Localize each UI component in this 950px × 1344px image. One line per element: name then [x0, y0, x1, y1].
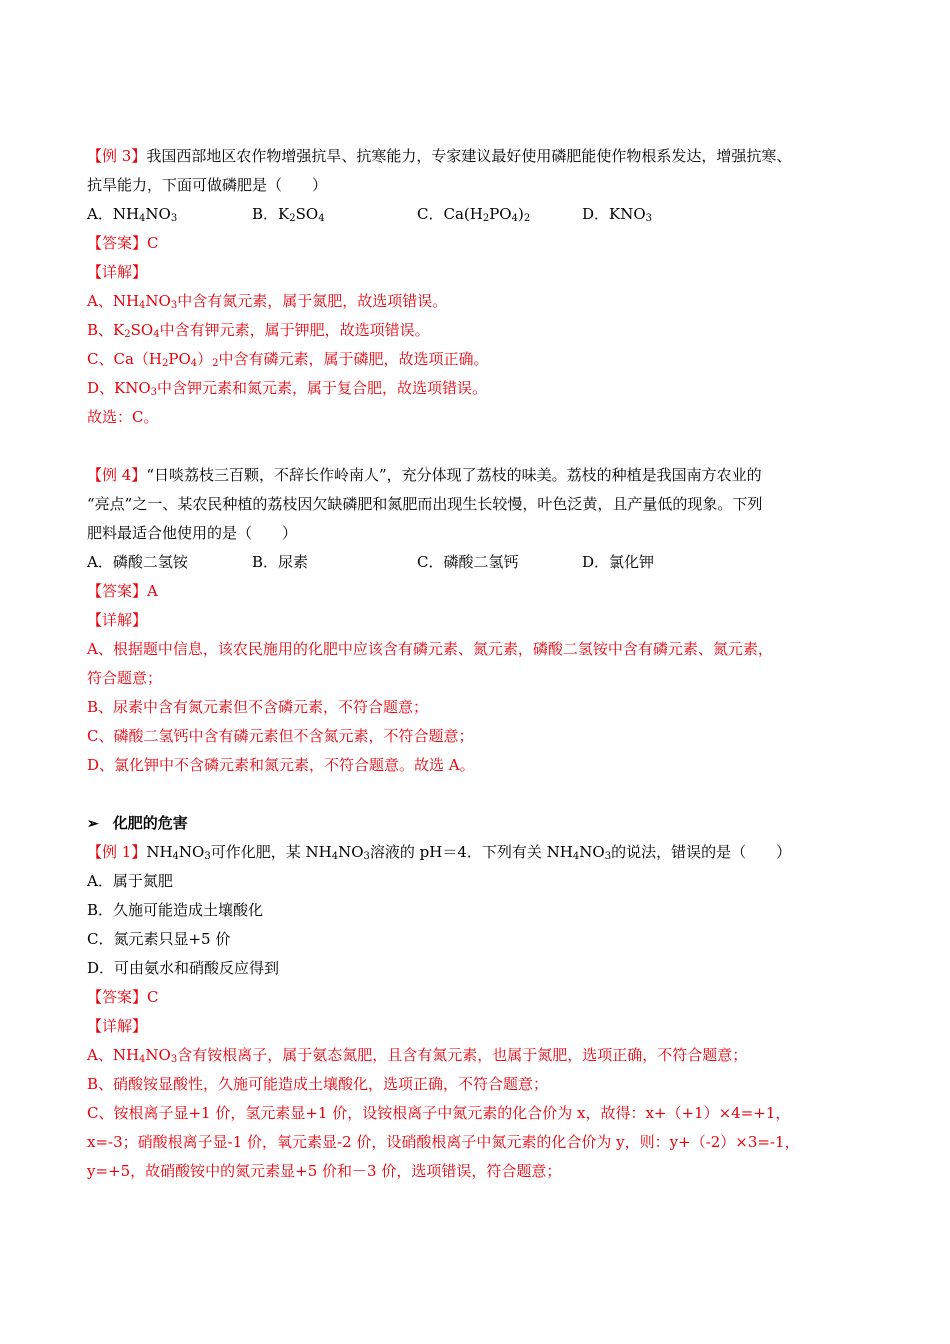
- ex4-detail-a-line1: A、根据题中信息，该农民施用的化肥中应该含有磷元素、氮元素，磷酸二氢铵中含有磷元素、氮元素，: [87, 640, 773, 658]
- ex1-question: 【例 1】$NH_4NO_3$可作化肥，某 $NH_4NO_3$溶液的 pH＝4．下列有关 $NH_4NO_3$的说法，错误的是（ ）: [87, 843, 792, 862]
- ex3-detail-a: A、$NH_4NO_3$中含有氮元素，属于氮肥，故选项错误。: [87, 292, 448, 311]
- ex1-detail-b: B、硝酸铵显酸性，久施可能造成土壤酸化，选项正确，不符合题意；: [87, 1075, 549, 1093]
- ex1-option-c: C．氮元素只显+5 价: [87, 930, 231, 948]
- ex1-option-b: B．久施可能造成土壤酸化: [87, 901, 264, 919]
- ex4-option-c: C．磷酸二氢钙: [417, 553, 519, 571]
- ex3-option-b: B．$K_2SO_4$: [252, 205, 325, 224]
- ex3-detail-d: D、$KNO_3$中含钾元素和氮元素，属于复合肥，故选项错误。: [87, 379, 488, 398]
- ex1-answer: 【答案】C: [87, 988, 159, 1006]
- section-heading: [87, 813, 188, 834]
- ex1-option-d: D．可由氨水和硝酸反应得到: [87, 959, 280, 977]
- ex1-option-a: A．属于氮肥: [87, 872, 173, 890]
- ex4-detail-c: C、磷酸二氢钙中含有磷元素但不含氮元素，不符合题意；: [87, 727, 474, 745]
- ex4-option-b: B．尿素: [252, 553, 309, 571]
- arrow-bullet-icon: ➢: [87, 816, 99, 832]
- ex3-option-c: C．$Ca(H_2PO_4)_2$: [417, 205, 531, 224]
- ex4-tag: 【例 4】: [87, 466, 147, 484]
- ex4-detail-a-line2: 符合题意；: [87, 669, 163, 687]
- ex4-answer: 【答案】A: [87, 582, 158, 600]
- ex3-question-line2: 抗旱能力，下面可做磷肥是（ ）: [87, 176, 328, 194]
- ex4-option-d: D．氯化钾: [582, 553, 655, 571]
- ex4-question-line1: 【例 4】“日啖荔枝三百颗，不辞长作岭南人”，充分体现了荔枝的味美。荔枝的种植是我国南方农业的: [87, 466, 762, 484]
- ex1-detail-c-line2: x=-3；硝酸根离子显-1 价，氧元素显-2 价，设硝酸根离子中氮元素的化合价为 y，则：y+（-2）×3=-1，: [87, 1133, 800, 1151]
- ex4-detail-tag: 【详解】: [87, 611, 148, 629]
- ex3-conclusion: 故选：C。: [87, 408, 159, 426]
- ex4-option-a: A．磷酸二氢铵: [87, 553, 188, 571]
- ex1-detail-a: A、$NH_4NO_3$含有铵根离子，属于氨态氮肥，且含有氮元素，也属于氮肥，选项正确，不符合题意；: [87, 1046, 748, 1065]
- ex3-question-line1: 【例 3】我国西部地区农作物增强抗旱、抗寒能力，专家建议最好使用磷肥能使作物根系发达，增强抗寒、: [87, 147, 792, 165]
- ex4-detail-d: D、氯化钾中不含磷元素和氮元素，不符合题意。故选 A。: [87, 756, 475, 774]
- ex3-option-d: D．$KNO_3$: [582, 205, 653, 224]
- ex1-tag: 【例 1】: [87, 843, 147, 861]
- ex1-detail-c-line3: y=+5，故硝酸铵中的氮元素显+5 价和－3 价，选项错误，符合题意；: [87, 1162, 562, 1180]
- ex3-answer: 【答案】C: [87, 234, 159, 252]
- ex1-detail-tag: 【详解】: [87, 1017, 148, 1035]
- section-title: 化肥的危害: [112, 814, 188, 832]
- ex4-detail-b: B、尿素中含有氮元素但不含磷元素，不符合题意；: [87, 698, 429, 716]
- ex1-detail-c-line1: C、铵根离子显+1 价，氢元素显+1 价，设铵根离子中氮元素的化合价为 x，故得：x+（+1）×4=+1，: [87, 1104, 791, 1122]
- ex3-detail-b: B、$K_2SO_4$中含有钾元素，属于钾肥，故选项错误。: [87, 321, 430, 340]
- ex4-question-line2: “亮点”之一、某农民种植的荔枝因欠缺磷肥和氮肥而出现生长较慢，叶色泛黄，且产量低的现象。下列: [87, 495, 763, 513]
- ex4-question-line3: 肥料最适合他使用的是（ ）: [87, 524, 298, 542]
- ex3-tag: 【例 3】: [87, 147, 147, 165]
- ex3-detail-c: C、$Ca(H_2PO_4)_2$中含有磷元素，属于磷肥，故选项正确。: [87, 350, 489, 369]
- ex3-detail-tag: 【详解】: [87, 263, 148, 281]
- ex3-option-a: A．$NH_4NO_3$: [87, 205, 178, 224]
